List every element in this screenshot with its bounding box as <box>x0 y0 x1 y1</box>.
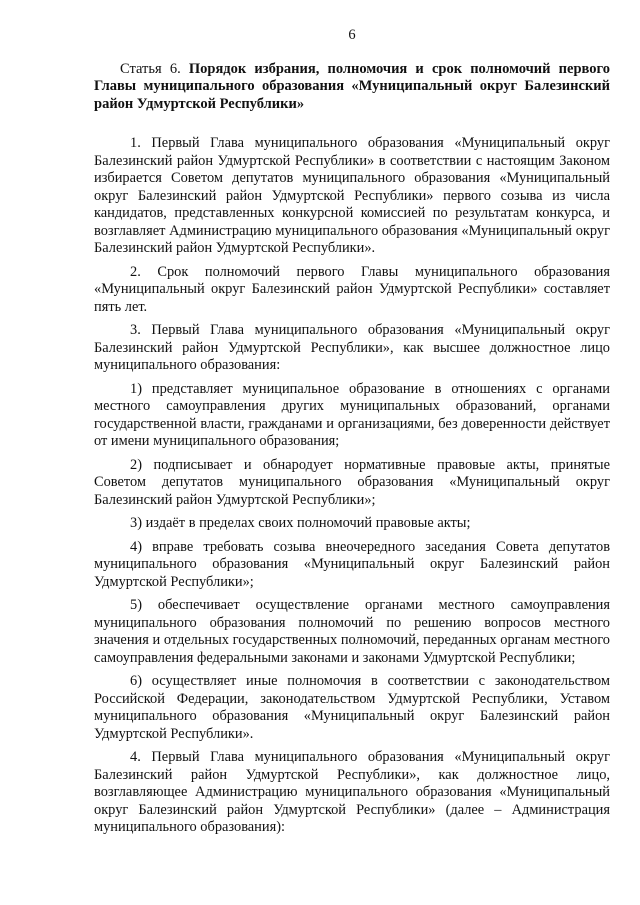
list-item: 5) обеспечивает осуществление органами местного самоуправления муниципального образования полномочий по решению вопросов местного значения и отдельных государственных полномочий, переданных органам местного самоуправления федеральными законами и законами Удмуртской Республики; <box>94 597 610 666</box>
list-item: 2) подписывает и обнародует нормативные правовые акты, принятые Советом депутатов муниципального образования «Муниципальный округ Балезинский район Удмуртской Республики»; <box>94 456 610 508</box>
article-label: Статья 6. <box>120 61 181 77</box>
article-heading <box>94 61 610 113</box>
list-item: 4) вправе требовать созыва внеочередного заседания Совета депутатов муниципального образования «Муниципальный округ Балезинский район Удмуртской Республики»; <box>94 538 610 590</box>
list-item: 1) представляет муниципальное образование в отношениях с органами местного самоуправления других муниципальных образований, органами государственной власти, гражданами и организациями, без доверенности действует от имени муниципального образования; <box>94 380 610 449</box>
document-page <box>94 0 610 905</box>
list-item: 3) издаёт в пределах своих полномочий правовые акты; <box>130 515 471 531</box>
paragraph: 2. Срок полномочий первого Главы муниципального образования «Муниципальный округ Балезинский район Удмуртской Республики» составляет пять лет. <box>94 263 610 315</box>
article-body <box>94 129 610 837</box>
page-number: 6 <box>348 27 356 43</box>
article-title: Порядок избрания, полномочия и срок полномочий первого Главы муниципального образования «Муниципальный округ Балезинский район Удмуртской Республики» <box>94 61 610 112</box>
paragraph: 1. Первый Глава муниципального образования «Муниципальный округ Балезинский район Удмуртской Республики» в соответствии с настоящим Законом избирается Советом депутатов муниципального образования «Муниципальный округ Балезинский район Удмуртской Республики» первого созыва из числа кандидатов, представленных конкурсной комиссией по результатам конкурса, и возглавляет Администрацию муниципального образования «Муниципальный округ Балезинский район Удмуртской Республики». <box>94 135 610 256</box>
paragraph: 3. Первый Глава муниципального образования «Муниципальный округ Балезинский район Удмуртской Республики», как высшее должностное лицо муниципального образования: <box>94 322 610 373</box>
list-item: 6) осуществляет иные полномочия в соответствии с законодательством Российской Федерации, законодательством Удмуртской Республики, Уставом муниципального образования «Муниципальный округ Балезинский район Удмуртской Республики». <box>94 673 610 742</box>
paragraph: 4. Первый Глава муниципального образования «Муниципальный округ Балезинский район Удмуртской Республики», как должностное лицо, возглавляющее Администрацию муниципального образования «Муниципальный округ Балезинский район Удмуртской Республики» (далее – Администрация муниципального образования): <box>94 749 610 835</box>
